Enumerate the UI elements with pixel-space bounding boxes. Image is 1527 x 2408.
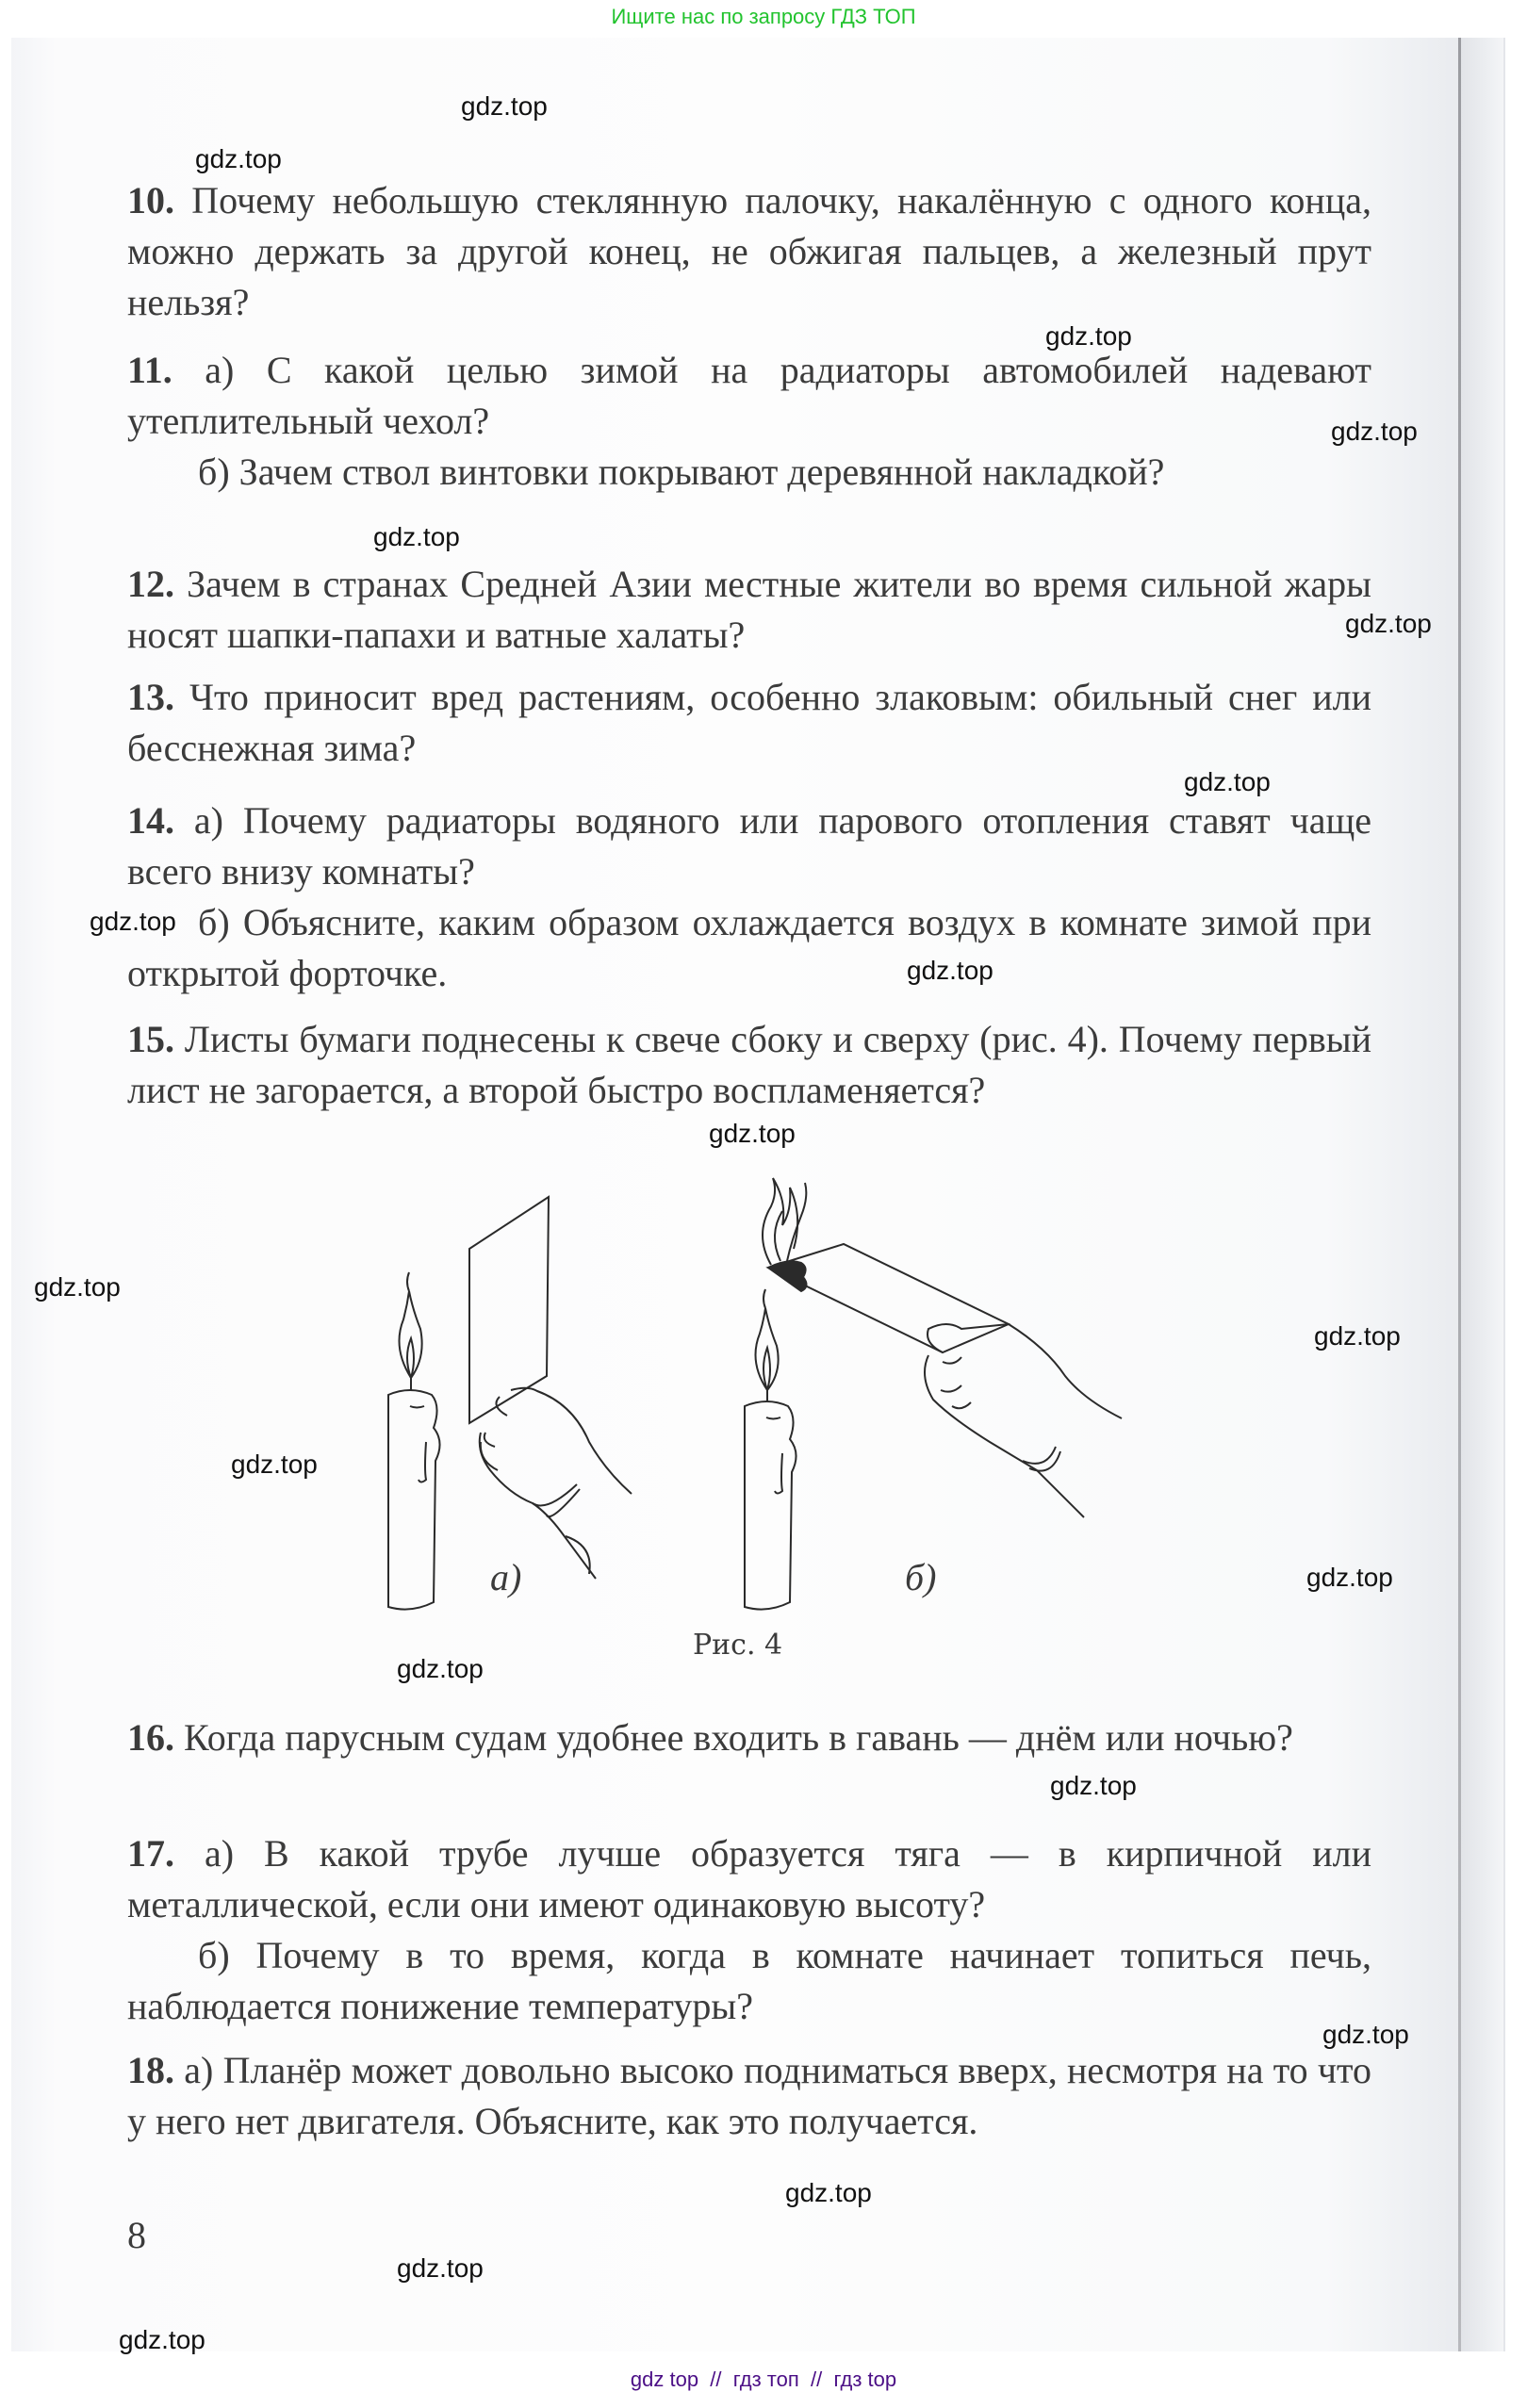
paper-sheet-a-icon [469, 1197, 549, 1423]
watermark-text: gdz.top [1345, 609, 1432, 638]
hand-a-icon [480, 1388, 632, 1579]
watermark-text: gdz.top [1314, 1321, 1401, 1351]
figure-label-b: б) [905, 1556, 937, 1598]
watermark-text: gdz.top [373, 522, 460, 551]
question-18 [127, 2045, 1371, 2147]
page-number: 8 [127, 2214, 146, 2256]
question-text-b: б) Объясните, каким образом охлаждается воздух в комнате зимой при открытой форточке. [127, 901, 1371, 994]
watermark-text: gdz.top [119, 2325, 205, 2354]
question-number: 18. [127, 2049, 174, 2091]
question-text: Когда парусным судам удобнее входить в гавань — днём или ночью? [184, 1716, 1293, 1759]
watermark-text: gdz.top [461, 91, 548, 121]
watermark-text: gdz.top [231, 1450, 318, 1479]
question-number: 14. [127, 799, 174, 842]
watermark-text: gdz.top [709, 1119, 796, 1148]
question-text-a: а) С какой целью зимой на радиаторы автомобилей надевают утеплительный чехол? [127, 349, 1372, 442]
question-16 [127, 1712, 1371, 1763]
question-text-b: б) Почему в то время, когда в комнате начинает топиться печь, наблюдается понижение температуры? [127, 1934, 1371, 2027]
question-number: 11. [127, 349, 172, 391]
watermark-text: gdz.top [1184, 767, 1271, 796]
question-10 [127, 175, 1371, 328]
footer[interactable] [0, 2367, 1527, 2405]
figure-4 [358, 1159, 1207, 1612]
question-text: а) Планёр может довольно высоко подниматься вверх, несмотря на то что у него нет двигателя. Объясните, как это получается. [127, 2049, 1372, 2142]
hand-b-icon [925, 1324, 1122, 1517]
watermark-text: gdz.top [1306, 1563, 1393, 1592]
burning-paper-icon [763, 1178, 1009, 1352]
watermark-text: gdz.top [1045, 321, 1132, 351]
watermark-text: gdz.top [907, 956, 993, 985]
watermark-text: gdz.top [34, 1272, 121, 1302]
watermark-text: gdz.top [397, 1654, 484, 1683]
question-number: 10. [127, 179, 174, 221]
watermark-text: gdz.top [195, 144, 282, 173]
watermark-text: gdz.top [1322, 2020, 1409, 2049]
question-15 [127, 1014, 1371, 1116]
question-text: Что приносит вред растениям, особенно злаковым: обильный снег или бесснежная зима? [127, 676, 1372, 769]
question-13 [127, 672, 1371, 774]
top-banner[interactable] [0, 0, 1527, 38]
figure-label-a: а) [490, 1556, 522, 1598]
candle-a-icon [388, 1272, 440, 1610]
watermark-text: gdz.top [90, 907, 176, 936]
watermark-text: gdz.top [1331, 417, 1418, 446]
question-number: 15. [127, 1018, 174, 1060]
question-17 [127, 1828, 1371, 2032]
question-text: Зачем в странах Средней Азии местные жители во время сильной жары носят шапки-папахи и ватные халаты? [127, 563, 1372, 656]
question-number: 16. [127, 1716, 174, 1759]
question-number: 13. [127, 676, 174, 718]
watermark-text: gdz.top [1050, 1771, 1137, 1800]
book-binding-line [1458, 38, 1461, 2351]
question-text-b: б) Зачем ствол винтовки покрывают деревянной накладкой? [198, 450, 1165, 493]
question-14 [127, 795, 1371, 999]
figure-caption: Рис. 4 [693, 1629, 783, 1662]
question-text-a: а) В какой трубе лучше образуется тяга — в кирпичной или металлической, если они имеют одинаковую высоту? [127, 1832, 1372, 1925]
watermark-text: gdz.top [397, 2253, 484, 2283]
candle-b-icon [745, 1289, 796, 1610]
watermark-text: gdz.top [785, 2178, 872, 2207]
question-12 [127, 559, 1371, 661]
question-text: Листы бумаги поднесены к свече сбоку и сверху (рис. 4). Почему первый лист не загорается, а второй быстро воспламеняется? [127, 1018, 1371, 1111]
question-11 [127, 345, 1371, 498]
book-binding-edge [1461, 38, 1503, 2351]
footer-links[interactable]: gdz top // гдз топ // гдз top [630, 2367, 897, 2391]
question-number: 17. [127, 1832, 174, 1875]
question-text: Почему небольшую стеклянную палочку, накалённую с одного конца, можно держать за другой конец, не обжигая пальцев, а железный прут нельзя? [127, 179, 1372, 323]
banner-text[interactable]: Ищите нас по запросу ГДЗ ТОП [611, 5, 916, 28]
question-text-a: а) Почему радиаторы водяного или парового отопления ставят чаще всего внизу комнаты? [127, 799, 1371, 893]
figure-4-drawing [358, 1159, 1207, 1612]
question-number: 12. [127, 563, 174, 605]
